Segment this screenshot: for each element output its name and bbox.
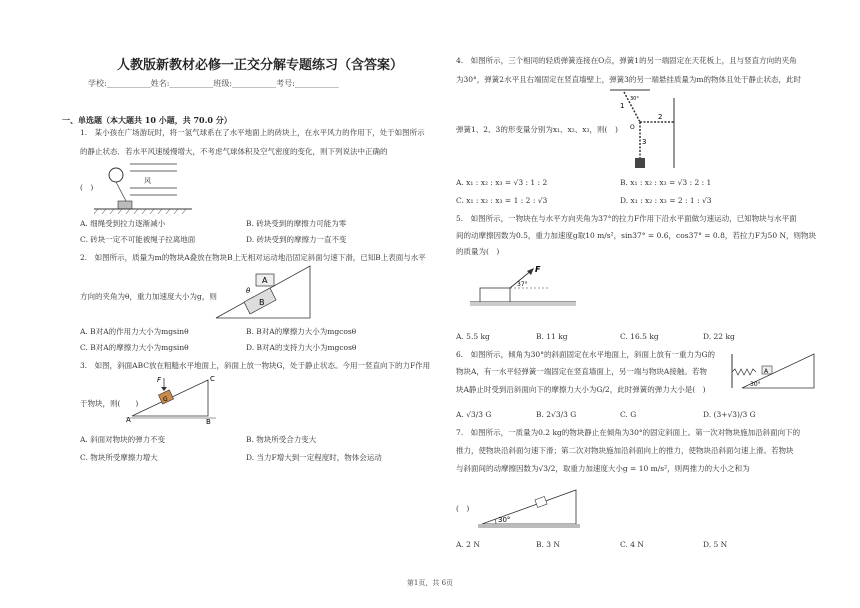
q5-option-a[interactable]: A. 5.5 kg bbox=[456, 332, 490, 341]
q7-label-angle: 30° bbox=[498, 516, 511, 524]
q3-label-b: B bbox=[206, 418, 211, 426]
q7-line-3: 与斜面间的动摩擦因数为√3/2，取重力加速度大小g = 10 m/s²，则两推力的大小之和为 bbox=[456, 464, 750, 473]
q4-option-b[interactable]: B. x₁ : x₂ : x₃ = √3 : 2 : 1 bbox=[620, 178, 712, 187]
q4-option-d[interactable]: D. x₁ : x₂ : x₃ = 2 : 1 : √3 bbox=[620, 196, 712, 205]
q6-line-2: 物块A，有一水平轻弹簧一端固定在竖直墙面上，另一端与物块A接触。若物 bbox=[456, 367, 707, 376]
q6-line-3: 块A静止时受到沿斜面向下的摩擦力大小为G/2，此时弹簧的弹力大小是( ) bbox=[456, 385, 706, 394]
q2-option-b[interactable]: B. B对A的摩擦力大小为mgcosθ bbox=[246, 327, 357, 336]
ground-hatch bbox=[470, 302, 576, 306]
q6-line-1: 6. 如图所示，倾角为30°的斜面固定在水平地面上，斜面上放有一重力为G的 bbox=[456, 350, 715, 359]
q2-figure bbox=[212, 260, 314, 322]
q4-label-1: 1 bbox=[620, 102, 625, 110]
q3-label-f: F bbox=[157, 376, 162, 384]
q4-line-3: 弹簧1、2、3的形变量分别为x₁、x₂、x₃，则( ) bbox=[456, 125, 618, 134]
q7-line-1: 7. 如图所示，一质量为0.2 kg的物块静止在倾角为30°的固定斜面上。第一次对物块施加沿斜面向下的 bbox=[456, 428, 801, 437]
arrowhead-icon bbox=[527, 268, 534, 275]
q1-line-1: 1. 某小孩在广场游玩时，将一氢气球系在了水平地面上的砖块上，在水平风力的作用下，处于如图所示 bbox=[80, 128, 425, 137]
page-title: 人教版新教材必修一正交分解专题练习（含答案） bbox=[116, 58, 403, 73]
q4-label-angle: 30° bbox=[630, 96, 639, 102]
q5-line-2: 间的动摩擦因数为0.5，重力加速度g取10 m/s²，sin37° = 0.6，cos37° = 0.8，若拉力F为50 N，则物块 bbox=[456, 231, 817, 240]
q5-line-3: 的质量为( ) bbox=[456, 247, 500, 256]
q2-option-d[interactable]: D. B对A的支持力大小为mgcosθ bbox=[246, 343, 357, 352]
q3-option-a[interactable]: A. 斜面对物块的弹力不变 bbox=[80, 435, 166, 444]
wind-arrows bbox=[130, 164, 177, 195]
q3-option-c[interactable]: C. 物块所受摩擦力增大 bbox=[80, 453, 158, 462]
q4-label-2: 2 bbox=[658, 113, 663, 121]
student-info-line: 学校:___________姓名:___________班级:___________考号:___________ bbox=[88, 79, 339, 88]
q5-figure bbox=[470, 262, 580, 322]
mass-block bbox=[635, 158, 645, 168]
string bbox=[116, 182, 126, 201]
q7-option-c[interactable]: C. 4 N bbox=[620, 540, 644, 549]
q2-label-theta: θ bbox=[246, 287, 251, 295]
q7-line-2: 推力，使物块沿斜面匀速下滑；第二次对物块施加沿斜面向上的推力，使物块沿斜面匀速上滑。若物块 bbox=[456, 446, 794, 455]
q4-option-a[interactable]: A. x₁ : x₂ : x₃ = √3 : 1 : 2 bbox=[456, 178, 548, 187]
balloon-icon bbox=[109, 168, 123, 182]
q2-option-a[interactable]: A. B对A的作用力大小为mgsinθ bbox=[80, 327, 189, 336]
q5-option-c[interactable]: C. 16.5 kg bbox=[620, 332, 659, 341]
q2-line-2: 方向的夹角为θ，重力加速度大小为g，则 bbox=[80, 292, 217, 301]
q7-figure bbox=[478, 488, 582, 530]
brick bbox=[118, 201, 132, 209]
q3-label-a: A bbox=[126, 416, 131, 424]
q6-option-a[interactable]: A. √3/3 G bbox=[456, 410, 492, 419]
q4-label-3: 3 bbox=[642, 138, 647, 146]
q5-option-b[interactable]: B. 11 kg bbox=[536, 332, 568, 341]
q2-label-a: A bbox=[262, 276, 268, 285]
q1-option-b[interactable]: B. 砖块受到的摩擦力可能为零 bbox=[246, 219, 347, 228]
q7-incline bbox=[482, 490, 576, 524]
q3-line-2: 于物块，则( ) bbox=[80, 399, 139, 408]
q4-label-o: O bbox=[630, 124, 635, 131]
q3-line-1: 3. 如图，斜面ABC放在粗糙水平地面上，斜面上放一物块G，处于静止状态。今用一竖直向下的力F作用 bbox=[80, 361, 431, 370]
q4-line-1: 4. 如图所示，三个相同的轻质弹簧连接在O点，弹簧1的另一端固定在天花板上，且与竖直方向的夹角 bbox=[456, 56, 797, 65]
q1-option-d[interactable]: D. 砖块受到的摩擦力一直不变 bbox=[246, 235, 347, 244]
q7-option-a[interactable]: A. 2 N bbox=[456, 540, 480, 549]
q3-option-d[interactable]: D. 当力F增大到一定程度时，物体会运动 bbox=[246, 453, 382, 462]
q6-label-angle: 30° bbox=[750, 381, 761, 388]
page-footer: 第1页，共 6页 bbox=[406, 579, 454, 587]
q6-option-c[interactable]: C. G bbox=[620, 410, 637, 419]
q6-label-a: A bbox=[764, 368, 769, 375]
q7-ground bbox=[478, 524, 580, 528]
q1-option-a[interactable]: A. 细绳受到拉力逐渐减小 bbox=[80, 219, 166, 228]
q5-label-f: F bbox=[535, 265, 541, 274]
spring-icon bbox=[732, 369, 756, 375]
q5-block bbox=[480, 288, 510, 302]
q6-option-b[interactable]: B. 2√3/3 G bbox=[536, 410, 577, 419]
q3-label-c: C bbox=[210, 375, 215, 383]
q1-wind-label: 风 bbox=[144, 177, 151, 185]
q6-figure bbox=[728, 350, 818, 392]
q7-option-b[interactable]: B. 3 N bbox=[536, 540, 560, 549]
section-heading: 一、单选题（本大题共 10 小题，共 70.0 分） bbox=[62, 115, 232, 125]
q1-bracket: ( ) bbox=[80, 183, 94, 192]
q1-option-c[interactable]: C. 砖块一定不可能被绳子拉离地面 bbox=[80, 235, 196, 244]
q1-figure bbox=[92, 158, 197, 220]
q5-option-d[interactable]: D. 22 kg bbox=[703, 332, 735, 341]
q4-option-c[interactable]: C. x₁ : x₂ : x₃ = 1 : 2 : √3 bbox=[456, 196, 548, 205]
q6-option-d[interactable]: D. (3+√3)/3 G bbox=[703, 410, 756, 419]
q4-line-2: 为30°，弹簧2水平且右端固定在竖直墙壁上，弹簧3的另一端悬挂质量为m的物体且处于静止状态，此时 bbox=[456, 75, 801, 84]
q5-label-angle: 37° bbox=[517, 281, 528, 288]
q5-line-1: 5. 如图所示，一物块在与水平方向夹角为37°的拉力F作用下沿水平面做匀速运动，已知物块与水平面 bbox=[456, 214, 797, 223]
q1-line-2: 的静止状态．若水平风速缓慢增大，不考虑气球体积及空气密度的变化，则下列说法中正确的 bbox=[80, 147, 388, 156]
q7-bracket: ( ) bbox=[456, 504, 470, 513]
q2-line-1: 2. 如图所示，质量为m的物块A叠放在物块B上无相对运动地沿固定斜面匀速下滑，已知B上表面与水平 bbox=[80, 253, 426, 262]
q3-label-g: G bbox=[163, 396, 168, 403]
q7-option-d[interactable]: D. 5 N bbox=[703, 540, 728, 549]
arrowhead-icon bbox=[161, 387, 167, 391]
q3-option-b[interactable]: B. 物块所受合力变大 bbox=[246, 435, 317, 444]
q2-label-b: B bbox=[259, 298, 265, 307]
q2-option-c[interactable]: C. B对A的摩擦力大小为mgsinθ bbox=[80, 343, 189, 352]
